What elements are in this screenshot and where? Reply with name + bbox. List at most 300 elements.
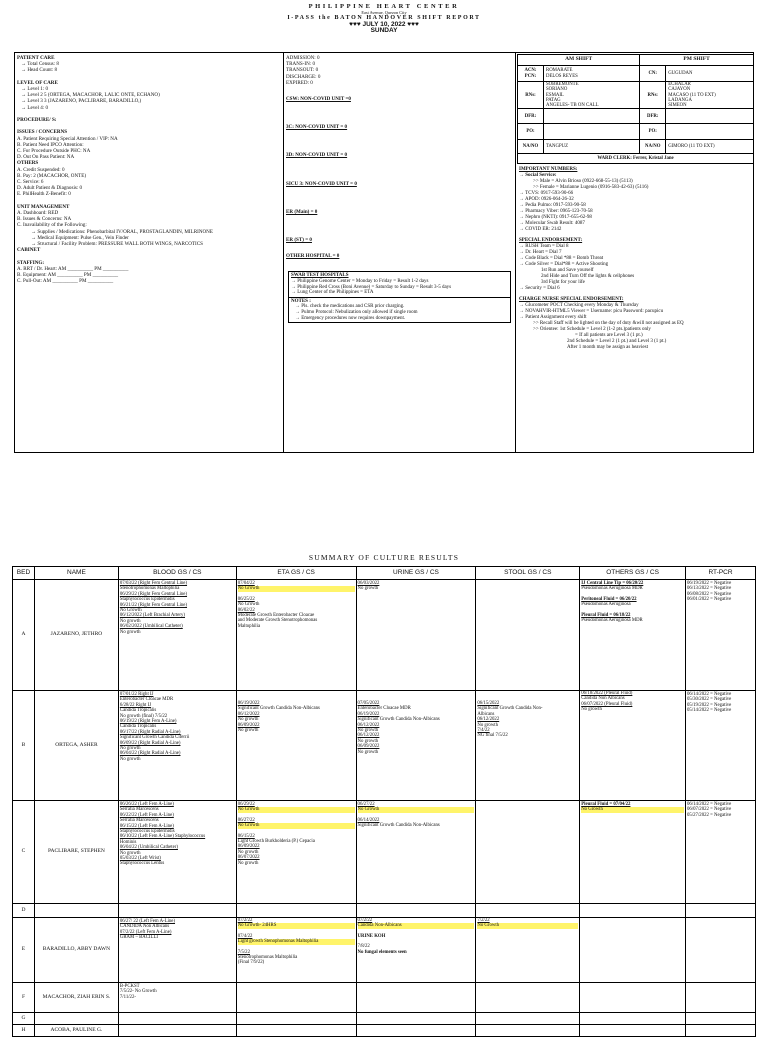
eta-cell: [236, 904, 356, 918]
result-line: Significant Growth Candida Non-Albicans: [357, 717, 440, 723]
result-line: Moderate Growth Enterobacter Cloacae: [237, 613, 315, 619]
result-line: Light growth Stenophomonas Maltophilia: [238, 939, 355, 944]
supplies: → Supplies / Medications: Phenobarbital IV/ORAL, PROSTAGLANDIN, MILRINONE: [31, 228, 213, 235]
others-title: OTHERS: [17, 160, 39, 167]
col-header: OTHERS GS / CS: [580, 567, 686, 580]
stool-cell: [476, 918, 580, 983]
culture-title: SUMMARY OF CULTURE RESULTS: [308, 553, 460, 562]
left-column: [15, 53, 283, 452]
er-main: ER (Main) = 0: [286, 208, 318, 215]
shift-table: [517, 54, 754, 164]
urine-cell: [356, 580, 476, 691]
result-line: 06/12/2022: [357, 722, 380, 728]
col-header: NAME: [34, 567, 118, 580]
staffing-title: STAFFING:: [17, 259, 45, 266]
result-line: CANDIDA Non Albicans: [119, 924, 170, 930]
result-line: 07/2/22: [237, 918, 253, 923]
result-line: 7/11/22-: [119, 994, 136, 1000]
am-nano: TANGPUZ: [544, 140, 640, 154]
others-a: A. Credit Suspended: 0: [17, 166, 65, 173]
urine-cell: [356, 918, 476, 983]
bed-cell: H: [13, 1025, 35, 1037]
nano-label: NA/NO: [640, 140, 666, 154]
issues-title: ISSUES / CONCERNS: [17, 129, 68, 136]
bed-cell: B: [13, 691, 35, 801]
result-line: 06/27/ 22 (Left Fem A-Line): [119, 919, 176, 924]
stool-cell: [476, 801, 580, 904]
result-line: 06/13/2022 = Negative: [687, 586, 732, 592]
result-line: 06/19/2022 = Negative: [687, 581, 732, 586]
eta-cell: [236, 691, 356, 801]
bed-cell: E: [13, 918, 35, 983]
result-line: 06/15/2022: [477, 701, 500, 706]
result-line: No Growth: [119, 608, 142, 614]
result-line: 05/19/2022 = Negative: [687, 702, 732, 708]
pm-dfr: [666, 109, 754, 124]
bed-cell: A: [13, 580, 35, 691]
result-line: IJ Central Line Tip = 06/20/22: [581, 581, 644, 586]
patient-name-cell: ORTEGA, ASHER: [34, 691, 118, 801]
report-day: SUNDAY: [370, 27, 398, 35]
result-line: 06/19/2022: [357, 711, 380, 717]
special-endorsement-title: SPECIAL ENDORSEMENT:: [519, 238, 583, 244]
result-line: 06/08/2022 = Negative: [687, 591, 732, 597]
result-line: 06/26/22 (Left Fem A-Line): [119, 802, 174, 807]
result-line: 06/18/2022 (Pleural Fluid): [581, 691, 633, 696]
result-line: (Final 7/9/22): [237, 960, 265, 966]
result-line: 07/05/2022: [357, 701, 380, 706]
result-line: No Growth: [238, 807, 355, 812]
pharmacy-number: → Pharmacy Viber: 0965-123-70-58: [519, 209, 593, 215]
report-title: I-PASS the BATON HANDOVER SHIFT REPORT: [287, 15, 481, 22]
patient-care-title: PATIENT CARE: [17, 55, 55, 61]
result-line: 06/10/22 (Left Fem A-Line) Staphylococcus: [119, 834, 206, 840]
head-count: → Head Count: 8: [21, 67, 58, 74]
result-line: No fungal elements seen: [357, 949, 407, 955]
rtpcr-cell: [686, 1013, 756, 1025]
eta-cell: [236, 580, 356, 691]
nephro-number: → Nephro (NKTI): 0917-655-62-98: [519, 215, 592, 221]
result-line: 06/27/22: [357, 802, 375, 807]
total-census: → Total Census: 8: [21, 61, 59, 68]
result-line: 6/28/22 Right IJ: [119, 702, 152, 708]
code-silver-step: 3rd Fight for your life: [541, 280, 585, 286]
charge-line: → NOVAHVIR-HTML5 Viewer = Username: picu Password: pacupicu: [519, 309, 664, 315]
important-section: [516, 164, 755, 351]
result-line: 06/27/22: [237, 817, 255, 823]
culture-header-row: [13, 567, 756, 580]
result-line: No Growth: [358, 807, 475, 812]
others-cell: [580, 801, 686, 904]
table-row: [13, 918, 756, 983]
urine-cell: [356, 1013, 476, 1025]
patient-name-cell: MACACHOR, ZIAH ERIN S.: [34, 983, 118, 1013]
patient-name-cell: ACOBA, PAULINE G.: [34, 1025, 118, 1037]
bed-cell: D: [13, 904, 35, 918]
right-column: [515, 53, 755, 452]
blood-cell: [118, 983, 236, 1013]
result-line: 06/17/22 (Right Radial A-Line): [119, 729, 181, 735]
rtpcr-cell: [686, 904, 756, 918]
result-line: Staphylococcus Epidermidis: [119, 829, 175, 835]
result-line: and Moderate Growth Stenotrophomonas: [237, 618, 318, 624]
molecular-number: → Molecular Swab Result: 4087: [519, 221, 585, 227]
col-header: URINE GS / CS: [356, 567, 476, 580]
rns-label: RNs:: [518, 82, 544, 109]
result-line: 06/14/2022 = Negative: [687, 692, 732, 697]
result-line: 06/25/22: [237, 596, 255, 602]
bed-cell: F: [13, 983, 35, 1013]
code-silver-step: 1st Run and Save yourself: [541, 268, 594, 274]
result-line: 06/02/22: [237, 607, 255, 613]
pedia-pulmo-number: → Pedia Pulmo: 0917-593-90-58: [519, 203, 586, 209]
others-e: E. PhilHealth Z-Benefit: 0: [17, 191, 71, 198]
result-line: 06/22/22 (Left Fem A-Line): [119, 812, 174, 818]
rtpcr-cell: [686, 801, 756, 904]
result-line: 06/09/2022: [237, 722, 260, 728]
result-line: No growth (final) 7/5/22: [119, 713, 168, 719]
social-female: >> Female = Marianne Lugenio (0916-583-42-63) (5116): [533, 185, 649, 191]
result-line: Candida Non Albicans: [581, 696, 625, 702]
stool-cell: [476, 1025, 580, 1037]
others-cell: [580, 983, 686, 1013]
result-line: 06/09/2022: [357, 744, 380, 750]
result-line: 06/04/22 (Umbilical Catheter): [119, 845, 178, 851]
rtpcr-cell: [686, 983, 756, 1013]
important-numbers-title: IMPORTANT NUMBERS:: [519, 167, 578, 173]
result-line: 06/12/2022: [477, 717, 500, 723]
notes-title: NOTES :: [291, 298, 311, 304]
dr-heart: → Dr. Heart = Dial 7: [519, 250, 562, 256]
acn-pcn-label: ACN: PCN:: [518, 66, 544, 82]
result-line: 7/4/22: [477, 728, 490, 734]
result-line: 06/07/2022: [237, 855, 260, 861]
result-line: No growth: [477, 722, 499, 728]
level-4: → Level 4: 0: [21, 104, 49, 111]
result-line: Candida Non-Albicans: [358, 923, 475, 928]
trans-in: TRANS-IN: 0: [286, 61, 316, 68]
am-po: [544, 124, 640, 140]
result-line: GRAM – BACILLI: [119, 935, 158, 941]
result-line: Candida Tropicalis: [119, 724, 157, 730]
dfr-label: DFR:: [640, 109, 666, 124]
inavailability: C. Inavailability of the Following:: [17, 222, 87, 229]
stool-cell: [476, 1013, 580, 1025]
covid-er-number: → COVID ER: 2142: [519, 227, 562, 233]
result-line: Light Growth Burkholderia (P.) Cepacia: [237, 839, 315, 845]
result-line: 05/30/2022 = Negative: [687, 697, 732, 703]
table-row: [13, 1025, 756, 1037]
staffing-equipment: B. Equipment: AM __________ PM __________: [17, 272, 119, 279]
eta-cell: [236, 918, 356, 983]
eta-cell: [236, 801, 356, 904]
col-header: STOOL GS / CS: [476, 567, 580, 580]
result-line: 06/21/22 (Right Fem Central Line): [119, 602, 188, 608]
charge-line: >> Recall Staff will be lighted on the day of duty &will not assigned as EQ: [533, 321, 684, 327]
other-hospital: OTHER HOSPITAL = 0: [286, 253, 340, 260]
rtpcr-cell: [686, 1025, 756, 1037]
result-line: Pseudomonas Aeruginosa: [581, 602, 631, 608]
blood-cell: [118, 580, 236, 691]
result-line: 06/15/22: [237, 833, 255, 839]
charge-line: >> Orientee: 1st Schedule = Level 2 (1-2 pts.)patients only: [533, 327, 651, 333]
result-line: Stenotrophomonas Maltophilia: [119, 586, 180, 592]
code-silver: → Code Silver = Dial*88 = Active Shooting: [519, 262, 609, 268]
acn-pcn-names: ROMARATE DELOS REYES: [544, 66, 640, 82]
result-line: Peritoneal Fluid = 06/20/22: [581, 596, 637, 602]
result-line: 07/04/22: [237, 581, 255, 586]
po-label: PO:: [640, 124, 666, 140]
issue-d: D. Out On Pass Patient: NA: [17, 154, 75, 161]
result-line: 06/12/2022: [357, 733, 380, 739]
result-line: 06/12/2022: [237, 711, 260, 717]
result-line: No growth: [119, 618, 141, 624]
result-line: Enterobacter Cloacae MDR: [357, 706, 411, 712]
3c-unit: 3C: NON-COVID UNIT = 0: [286, 124, 348, 131]
rtpcr-cell: [686, 918, 756, 983]
stool-cell: [476, 904, 580, 918]
am-dfr: [544, 109, 640, 124]
pm-shift-header: PM SHIFT: [640, 55, 754, 66]
eta-cell: [236, 1013, 356, 1025]
blood-cell: [118, 801, 236, 904]
result-line: 06/14/2022 = Negative: [687, 802, 732, 807]
result-line: 06/04/22 (Right Radial A-Line): [119, 751, 181, 757]
result-line: No growth: [357, 738, 379, 744]
issue-a: A. Patient Requiring Special Attention / VIP: NA: [17, 135, 118, 142]
result-line: Pleural Fluid = 07/04/22: [581, 802, 631, 807]
result-line: 05/27/2022 = Negative: [687, 812, 732, 818]
issue-c: C. For Procedure Outside PHC: NA: [17, 148, 91, 154]
blood-cell: [118, 1025, 236, 1037]
table-row: [13, 580, 756, 691]
charge-line: → Glucometer POCT Checking every Monday & Thursday: [519, 303, 639, 309]
charge-line: = If all patients are Level 3 (1 pt.): [575, 333, 643, 339]
blood-cell: [118, 918, 236, 983]
result-line: No Growth: [477, 923, 578, 928]
result-line: 7/2/22: [477, 918, 490, 923]
result-line: 06/19/22 (Right Fem A-Line): [119, 719, 177, 725]
level-1: → Level 1: 0: [21, 86, 49, 92]
result-line: Candida Tropicalis: [119, 708, 157, 714]
result-line: Stenotrophomonas Maltophilia: [237, 955, 298, 961]
level-of-care-title: LEVEL OF CARE: [17, 79, 58, 86]
result-line: 05/14/2022 = Negative: [687, 708, 732, 714]
result-line: 07/4/22: [237, 933, 253, 939]
staffing-pullout: C. Pull-Out: AM __________ PM __________: [17, 278, 114, 285]
bed-cell: G: [13, 1013, 35, 1025]
patient-name-cell: [34, 904, 118, 918]
security: → Security = Dial 6: [519, 286, 560, 292]
charge-nurse-title: CHARGE NURSE SPECIAL ENDORSEMENT:: [519, 297, 624, 303]
result-line: 06/02/2022 (Umbilical Catheter): [119, 624, 183, 630]
result-line: B-PCKST: [119, 984, 140, 989]
result-line: No Growth- 24HRS: [238, 923, 355, 928]
staffing-rrt: A. RRT / Dr. Heart: AM __________ PM __________: [17, 265, 129, 272]
result-line: Pleural Fluid = 06/18/22: [581, 612, 631, 618]
eta-cell: [236, 1025, 356, 1037]
result-line: No growth: [357, 749, 379, 755]
result-line: 06/12/2022 (Left Brachial Artery): [119, 613, 186, 619]
urine-cell: [356, 983, 476, 1013]
others-cell: [580, 691, 686, 801]
result-line: No growth: [119, 746, 141, 752]
level-2: → Level 2 5 (ORTEGA, MACACHOR, LALIC ONTE, ECHANO): [21, 92, 160, 99]
sicu-unit: SICU 3: NON-COVID UNIT = 0: [286, 180, 357, 187]
result-line: 06/09/22 (Right Radial A-Line): [119, 740, 181, 746]
patient-name-cell: PACLIBARE, STEPHEN: [34, 801, 118, 904]
result-line: No growth: [237, 728, 259, 734]
result-line: URINE KOH: [357, 933, 386, 939]
am-shift-header: AM SHIFT: [518, 55, 640, 66]
dashboard: A. Dashboard: RED: [17, 210, 59, 217]
issues-concerns: B. Issues & Concerns: NA: [17, 216, 72, 223]
social-male: >> Male = Alvin Brioso (0922-668-55-13) (5113): [533, 179, 633, 185]
pm-nano: GIMORO (11 TO EXT): [666, 140, 754, 154]
result-line: 06/01/2022 = Negative: [687, 597, 732, 603]
patient-name-cell: JAZARENO, JETHRO: [34, 580, 118, 691]
charge-line: → Patient Assignment every shift: [519, 315, 587, 321]
result-line: 07/01/22 Right IJ: [119, 692, 154, 697]
swab-line: → Philippine Red Cross (Boni Avenue) = Saturday to Sunday = Result 3-5 days: [291, 284, 452, 290]
note-line: → Emergency procedures now requires downpayment.: [295, 315, 406, 321]
result-line: 06/03/2022: [357, 581, 380, 586]
table-row: [13, 801, 756, 904]
patient-name-cell: [34, 1013, 118, 1025]
result-line: 06/29/22 (Right Fem Central Line): [119, 591, 188, 597]
structural: → Structural / Facility Problem: PRESSURE WALL BOTH WINGS, NARCOTICS: [31, 241, 203, 248]
swab-title: SWAB TEST HOSPITALS: [291, 273, 349, 279]
social-service: → Social Service:: [519, 173, 557, 179]
code-black: → Code Black = Dial *88 = Bomb Threat: [519, 256, 604, 262]
stool-cell: [476, 691, 580, 801]
urine-cell: [356, 904, 476, 918]
result-line: NG final 7/5/22: [477, 733, 508, 739]
result-line: Pseudomonas Aeruginosa MDR: [581, 618, 643, 624]
result-line: No growth: [237, 849, 259, 855]
result-line: Hominis: [119, 839, 137, 845]
others-cell: [580, 580, 686, 691]
result-line: 7/5/22- No Growth: [119, 989, 157, 995]
swab-box: [288, 271, 511, 297]
pm-rns: ECHALAR CAJAYON MACASO (11 TO EXT) LADANGA SIMEON: [666, 82, 754, 109]
rns-label: RNs:: [640, 82, 666, 109]
result-line: No Growth: [238, 586, 355, 591]
result-line: No Growth: [237, 602, 260, 608]
cabinet: CABINET: [17, 247, 41, 254]
result-line: 07/2/22 (Left Fem A-Line): [119, 929, 172, 935]
eta-cell: [236, 983, 356, 1013]
medical-equipment: → Medical Equipment: Pulse Gen., Vein Finder: [31, 234, 129, 241]
result-line: Staphylococcus Epidermidis: [119, 597, 175, 603]
pm-po: [666, 124, 754, 140]
note-line: → Pulmo Protocol: Nebulization only allowed if single room: [295, 310, 418, 315]
urine-cell: [356, 1025, 476, 1037]
shift-report-panel: [14, 52, 754, 453]
result-line: No growth: [237, 860, 259, 866]
charge-line: After 1 month may be assign as heaviest: [567, 345, 648, 351]
result-line: 06/29/22: [237, 802, 255, 807]
stool-cell: [476, 580, 580, 691]
stool-cell: [476, 983, 580, 1013]
code-silver-step: 2nd Hide and Turn Off the lights & cellphones: [541, 274, 635, 280]
result-line: No growth: [581, 707, 602, 713]
result-line: 06/14/2022: [357, 817, 380, 823]
result-line: 06/07/2022 (Pleural Fluid): [581, 701, 633, 707]
blood-cell: [118, 1013, 236, 1025]
result-line: Staphylococcus Lentus: [119, 861, 165, 867]
charge-line: 2nd Schedule = Level 2 (1 pt.) and Level 3 (1 pt.): [567, 339, 667, 345]
result-line: 07/2/22: [357, 918, 373, 923]
result-line: Significant Growth Candida Ciferrii: [119, 735, 190, 741]
result-line: Pseudomonas Aeruginosa MDR: [581, 586, 643, 592]
am-rns: SOBREMONTE SORIANO ESMAIL PATAG ANGELES- TB ON CALL: [544, 82, 640, 109]
ward-clerk: WARD CLERK: Ferrer, Kristal Jane: [518, 154, 754, 164]
result-line: Serratia Marcescens: [119, 818, 159, 824]
others-d: D. Adult Patient & Diagnosis: 0: [17, 185, 83, 192]
result-line: No growth: [119, 850, 141, 856]
others-cell: [580, 1025, 686, 1037]
er-st: ER (ST) = 0: [286, 237, 312, 244]
result-line: No growth: [119, 756, 141, 762]
admission: ADMISSION: 0: [286, 55, 320, 61]
result-line: 7/8/22: [357, 944, 370, 950]
result-line: 05/03/22 (Left Wrist): [119, 856, 161, 862]
result-line: Maltophilia: [237, 623, 261, 629]
3d-unit: 3D: NON-COVID UNIT = 0: [286, 152, 348, 159]
result-line: No Growth: [581, 807, 684, 812]
note-line: → Pls. check the medications and CSR prior charging.: [295, 304, 405, 310]
result-line: Serratia Marcescens: [119, 807, 159, 813]
result-line: No growth: [357, 728, 379, 734]
discharge: DISCHARGE: 0: [286, 73, 321, 80]
nano-label: NA/NO: [518, 140, 544, 154]
col-header: BLOOD GS / CS: [118, 567, 236, 580]
result-line: 7/5/22: [237, 949, 250, 955]
report-header: [0, 4, 768, 35]
rush-team: → RUSH Team = Dial 8: [519, 244, 569, 250]
others-cell: [580, 1013, 686, 1025]
others-b: B. Pay: 2 (MACACHOR, ONTE): [17, 172, 87, 179]
result-line: Significant Growth Candida Non-: [477, 706, 543, 712]
issue-b: B. Patient Need IPCO Attention:: [17, 141, 84, 148]
procedures-title: PROCEDURE/ S:: [17, 117, 57, 123]
rtpcr-cell: [686, 580, 756, 691]
result-line: 06/09/2022: [237, 844, 260, 850]
dfr-label: DFR:: [518, 109, 544, 124]
culture-table: [12, 566, 756, 1037]
col-header: ETA GS / CS: [236, 567, 356, 580]
result-line: 06/07/2022 = Negative: [687, 807, 732, 813]
col-header: BED: [13, 567, 35, 580]
result-line: Significant Growth Candida Non-Albicans: [357, 823, 440, 829]
level-3: → Level 3 3 (JAZARENO, PACLIBARE, BARADILLO,): [21, 98, 142, 105]
result-line: Albicans: [477, 711, 495, 717]
expired: EXPIRED: 0: [286, 79, 313, 86]
csw-unit: CSW: NON-COVID UNIT =0: [286, 96, 351, 103]
po-label: PO:: [518, 124, 544, 140]
urine-cell: [356, 801, 476, 904]
table-row: [13, 983, 756, 1013]
result-line: 06/15/22 (Left Fem A-Line): [119, 823, 174, 829]
blood-cell: [118, 691, 236, 801]
table-row: [13, 691, 756, 801]
others-cell: [580, 904, 686, 918]
hospital-name: PHILIPPINE HEART CENTER: [308, 3, 460, 10]
report-date: ♥♥♥ JULY 10, 2022 ♥♥♥: [349, 20, 419, 28]
blood-cell: [118, 904, 236, 918]
cn-label: CN:: [640, 66, 666, 82]
